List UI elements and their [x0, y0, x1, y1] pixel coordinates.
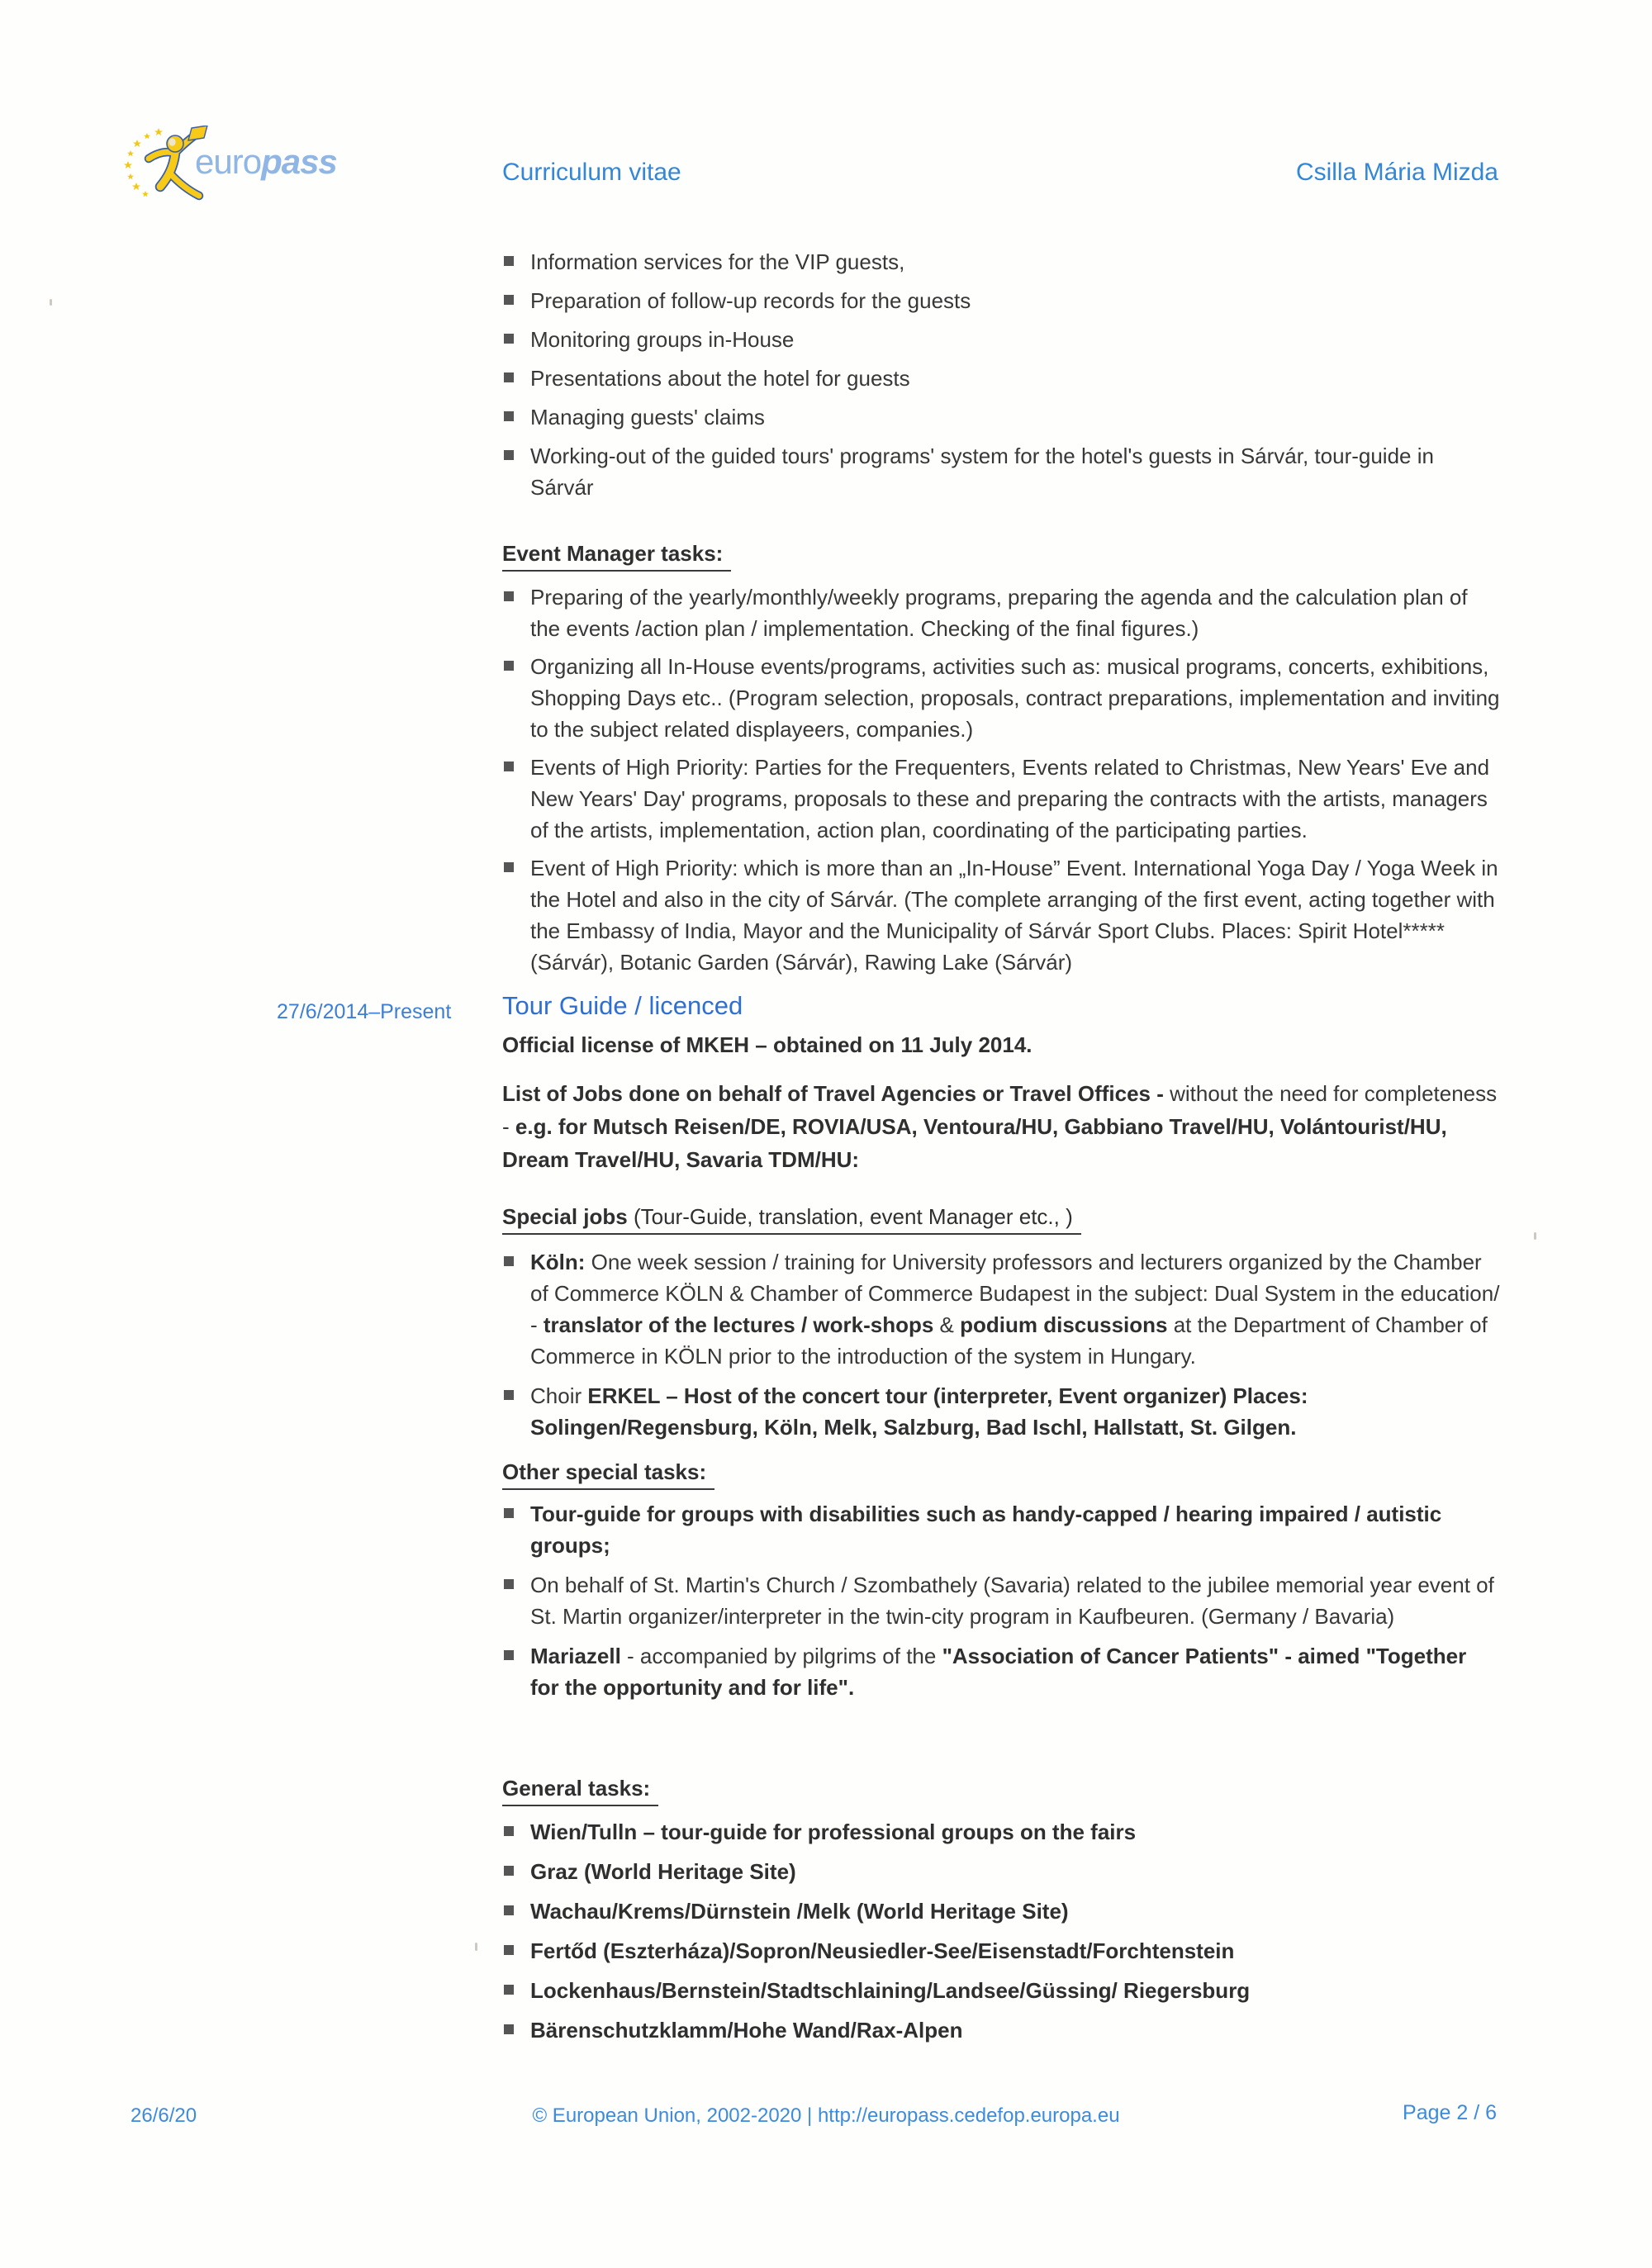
footer-page-number: Page 2 / 6 [1403, 2101, 1497, 2124]
bullet-square-icon [504, 1256, 514, 1266]
bullet-square-icon [504, 1390, 514, 1400]
list-item: Tour-guide for groups with disabilities such as handy-capped / hearing impaired / autistic groups; [502, 1498, 1500, 1561]
special-jobs-heading: Special jobs (Tour-Guide, translation, event Manager etc., ) [502, 1201, 1500, 1235]
list-item: Bärenschutzklamm/Hohe Wand/Rax-Alpen [502, 2014, 1500, 2046]
bullet-square-icon [504, 411, 514, 421]
list-item: Organizing all In-House events/programs, activities such as: musical programs, concerts, exhibitions, Shopping Days etc.. (Program selection, proposals, contract preparations, implementation and inviting to the subject related displayeers, companies.) [502, 651, 1500, 745]
list-item: Preparing of the yearly/monthly/weekly programs, preparing the agenda and the calculation plan of the events /action plan / implementation. Checking of the final figures.) [502, 581, 1500, 644]
license-line: Official license of MKEH – obtained on 11 July 2014. [502, 1032, 1032, 1057]
bullet-square-icon [504, 372, 514, 382]
bullet-square-icon [504, 762, 514, 771]
list-item: Presentations about the hotel for guests [502, 363, 1500, 394]
list-item: Preparation of follow-up records for the guests [502, 285, 1500, 316]
list-item: Wachau/Krems/Dürnstein /Melk (World Heritage Site) [502, 1896, 1500, 1927]
bullet-square-icon [504, 862, 514, 872]
list-item: Fertőd (Eszterháza)/Sopron/Neusiedler-See/Eisenstadt/Forchtenstein [502, 1935, 1500, 1967]
list-item: Graz (World Heritage Site) [502, 1856, 1500, 1887]
bullet-square-icon [504, 450, 514, 460]
event-manager-list [502, 581, 1500, 978]
bullet-square-icon [504, 1945, 514, 1955]
tour-guide-section [277, 989, 1500, 2046]
europass-wordmark [195, 142, 337, 182]
list-item: Event of High Priority: which is more than an „In-House” Event. International Yoga Day / Yoga Week in the Hotel and also in the city of Sárvár. (The complete arranging of the first event, acting together with the Embassy of India, Mayor and the Municipality of Sárvár Sport Clubs. Places: Spirit Hotel*****(Sárvár), Botanic Garden (Sárvár), Rawing Lake (Sárvár) [502, 852, 1500, 978]
bullet-square-icon [504, 295, 514, 305]
general-tasks-list [502, 1816, 1500, 2046]
other-special-tasks-heading: Other special tasks: [502, 1456, 1500, 1490]
bullet-square-icon [504, 1866, 514, 1876]
flag-icon [188, 126, 207, 140]
bullet-square-icon [504, 1985, 514, 1995]
cv-content [277, 246, 1500, 2054]
general-tasks-heading: General tasks: [502, 1772, 1500, 1806]
scan-artifact [1534, 1232, 1536, 1240]
date-range: 27/6/2014–Present [277, 1000, 452, 1023]
list-item: Events of High Priority: Parties for the Frequenters, Events related to Christmas, New Years' Eve and New Years' Day' programs, proposals to these and preparing the contracts with the artists, managers of the artists, implementation, action plan, coordinating of the participating parties. [502, 752, 1500, 846]
bullet-square-icon [504, 1579, 514, 1589]
logo-pass: pass [261, 142, 337, 181]
list-item: Köln: One week session / training for University professors and lecturers organized by the Chamber of Commerce KÖLN & Chamber of Commerce Budapest in the subject: Dual System in the education/ - translator of the lectures / work-shops & podium discussions at the Department of Chamber of Commerce in KÖLN prior to the introduction of the system in Hungary. [502, 1246, 1500, 1372]
person-name: Csilla Mária Mizda [1295, 159, 1498, 186]
logo-euro: euro [195, 142, 262, 181]
event-manager-heading: Event Manager tasks: [502, 538, 1500, 572]
bullet-square-icon [504, 1905, 514, 1915]
other-special-tasks-list [502, 1498, 1500, 1703]
list-item: Choir ERKEL – Host of the concert tour (interpreter, Event organizer) Places: Solingen/Regensburg, Köln, Melk, Salzburg, Bad Ischl, Hallstatt, St. Gilgen. [502, 1380, 1500, 1443]
special-jobs-list [502, 1246, 1500, 1443]
footer-copyright: © European Union, 2002-2020 | http://europass.cedefop.europa.eu [532, 2104, 1120, 2127]
document-title: Curriculum vitae [502, 159, 681, 186]
bullet-square-icon [504, 1826, 514, 1836]
bullet-square-icon [504, 1508, 514, 1518]
scan-artifact [475, 1943, 477, 1951]
list-item: Information services for the VIP guests, [502, 246, 1500, 278]
list-item: On behalf of St. Martin's Church / Szombathely (Savaria) related to the jubilee memorial year event of St. Martin organizer/interpreter in the twin-city program in Kaufbeuren. (Germany / Bavaria) [502, 1569, 1500, 1632]
list-item: Working-out of the guided tours' programs' system for the hotel's guests in Sárvár, tour-guide in Sárvár [502, 440, 1500, 503]
scan-artifact [50, 299, 52, 306]
list-item: Managing guests' claims [502, 401, 1500, 433]
jobs-intro-paragraph: List of Jobs done on behalf of Travel Agencies or Travel Offices - without the need for completeness - e.g. for Mutsch Reisen/DE, ROVIA/USA, Ventoura/HU, Gabbiano Travel/HU, Volántourist/HU, Dream Travel/HU, Savaria TDM/HU: [502, 1081, 1498, 1172]
list-item: Monitoring groups in-House [502, 324, 1500, 355]
bullet-square-icon [504, 256, 514, 266]
job-title: Tour Guide / licenced [502, 991, 743, 1020]
bullet-square-icon [504, 2024, 514, 2034]
bullet-square-icon [504, 334, 514, 344]
bullet-square-icon [504, 591, 514, 601]
list-item: Lockenhaus/Bernstein/Stadtschlaining/Landsee/Güssing/ Riegersburg [502, 1975, 1500, 2006]
bullet-square-icon [504, 661, 514, 671]
list-item: Mariazell - accompanied by pilgrims of the "Association of Cancer Patients" - aimed "Together for the opportunity and for life". [502, 1640, 1500, 1703]
hotel-tasks-list [502, 246, 1500, 503]
europass-logo [122, 124, 362, 206]
footer-date: 26/6/20 [131, 2104, 197, 2127]
bullet-square-icon [504, 1650, 514, 1660]
list-item: Wien/Tulln – tour-guide for professional groups on the fairs [502, 1816, 1500, 1848]
